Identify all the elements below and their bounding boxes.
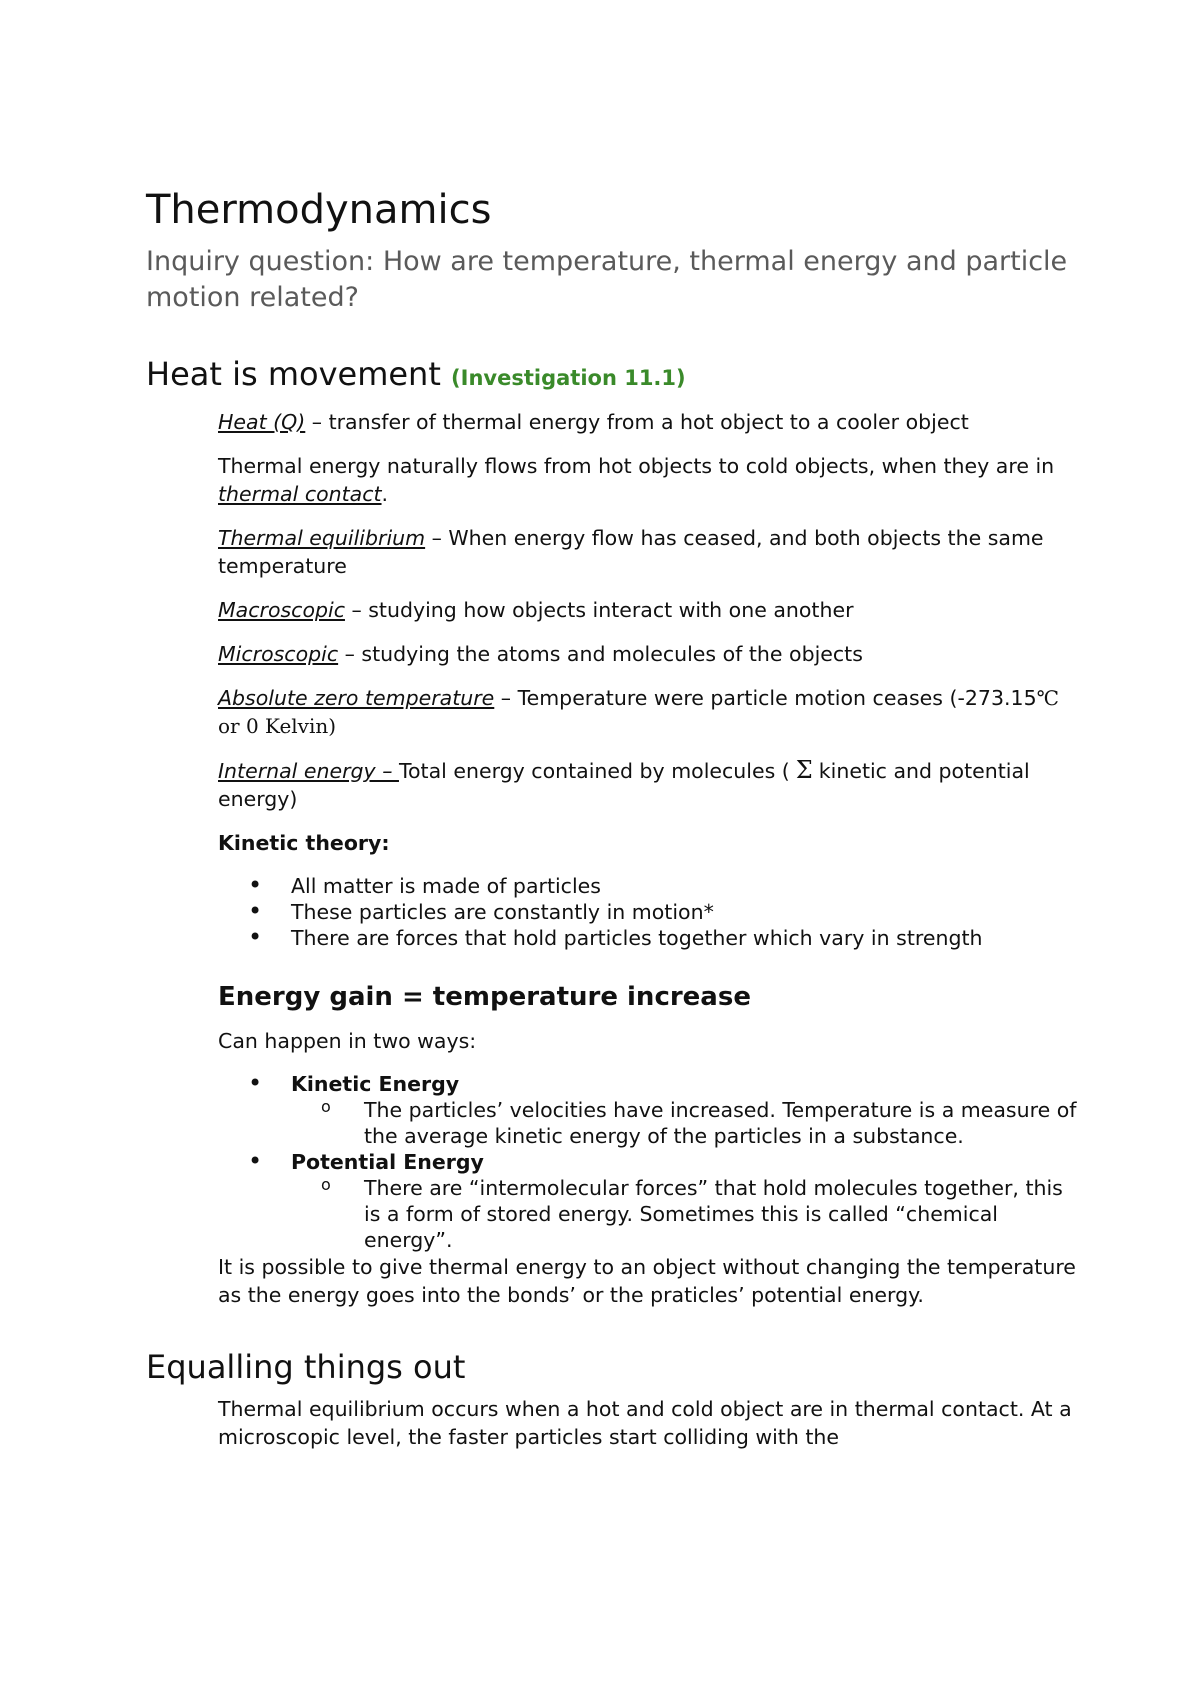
list-item: • There are forces that hold particles together which vary in strength: [218, 925, 1078, 951]
sigma-symbol: Σ: [795, 756, 813, 784]
energy-gain-heading: Energy gain = temperature increase: [218, 982, 751, 1012]
list-item: • These particles are constantly in motion*: [218, 899, 1078, 925]
way-label-kinetic: Kinetic Energy: [291, 1072, 460, 1096]
flow-text: Thermal energy naturally flows from hot objects to cold objects, when they are in: [218, 454, 1055, 478]
flow-end: .: [381, 482, 389, 506]
kinetic-theory-list: [218, 873, 1078, 951]
definition-equilibrium: [218, 524, 1078, 580]
kinetic-theory-label: Kinetic theory:: [218, 831, 390, 855]
list-item: [218, 1149, 1078, 1253]
term-equilibrium: Thermal equilibrium: [218, 526, 426, 550]
list-item: • All matter is made of particles: [218, 873, 1078, 899]
definition-internal-energy: [218, 756, 1078, 813]
section-heading-heat: [146, 352, 1076, 400]
document-content: [146, 182, 1076, 1467]
term-internal-energy: Internal energy –: [218, 759, 399, 783]
definition-microscopic: [218, 640, 1078, 668]
section-heading-text: Heat is movement: [146, 355, 441, 393]
sub-list: [291, 1097, 1078, 1149]
absolute-zero-unit: ℃ or 0 Kelvin): [218, 686, 1059, 738]
section-body-equalling: [218, 1395, 1078, 1451]
def-heat: – transfer of thermal energy from a hot object to a cooler object: [305, 410, 969, 434]
def-microscopic: – studying the atoms and molecules of the objects: [338, 642, 863, 666]
sub-list: [291, 1175, 1078, 1253]
section-heading-equalling: Equalling things out: [146, 1348, 466, 1386]
term-microscopic: Microscopic: [218, 642, 339, 666]
definition-heat: [218, 408, 1078, 436]
energy-ways-list: [218, 1071, 1078, 1253]
term-macroscopic: Macroscopic: [218, 598, 345, 622]
inquiry-question: Inquiry question: How are temperature, thermal energy and particle motion related?: [146, 246, 1068, 313]
ways-intro: Can happen in two ways:: [218, 1029, 477, 1053]
way-label-potential: Potential Energy: [291, 1150, 484, 1174]
equalling-paragraph: Thermal equilibrium occurs when a hot and cold object are in thermal contact. At a microscopic level, the faster particles start colliding with the: [218, 1397, 1072, 1449]
def-internal-energy-end: kinetic and potential energy): [218, 759, 1030, 811]
term-absolute-zero: Absolute zero temperature: [218, 686, 495, 710]
investigation-ref: (Investigation 11.1): [451, 366, 686, 390]
term-heat: Heat (Q): [218, 410, 306, 434]
def-internal-energy: Total energy contained by molecules (: [398, 759, 790, 783]
definition-macroscopic: [218, 596, 1078, 624]
def-equilibrium: – When energy flow has ceased, and both objects the same temperature: [218, 526, 1044, 578]
list-item: [218, 1071, 1078, 1149]
term-thermal-contact: thermal contact: [218, 482, 382, 506]
paragraph-thermal-flow: [218, 452, 1078, 508]
possible-paragraph: It is possible to give thermal energy to an object without changing the temperature as the energy goes into the bonds’ or the praticles’ potential energy.: [218, 1255, 1076, 1307]
def-absolute-zero: – Temperature were particle motion ceases (-273.15: [494, 686, 1037, 710]
sub-list-item: o There are “intermolecular forces” that hold molecules together, this is a form of stored energy. Sometimes this is called “chemical energy”.: [291, 1175, 1078, 1253]
sub-list-item: o The particles’ velocities have increased. Temperature is a measure of the average kinetic energy of the particles in a substance.: [291, 1097, 1078, 1149]
def-macroscopic: – studying how objects interact with one another: [344, 598, 854, 622]
page-title: Thermodynamics: [146, 187, 492, 233]
definition-absolute-zero: [218, 684, 1078, 740]
section-body-heat: [218, 408, 1078, 1309]
